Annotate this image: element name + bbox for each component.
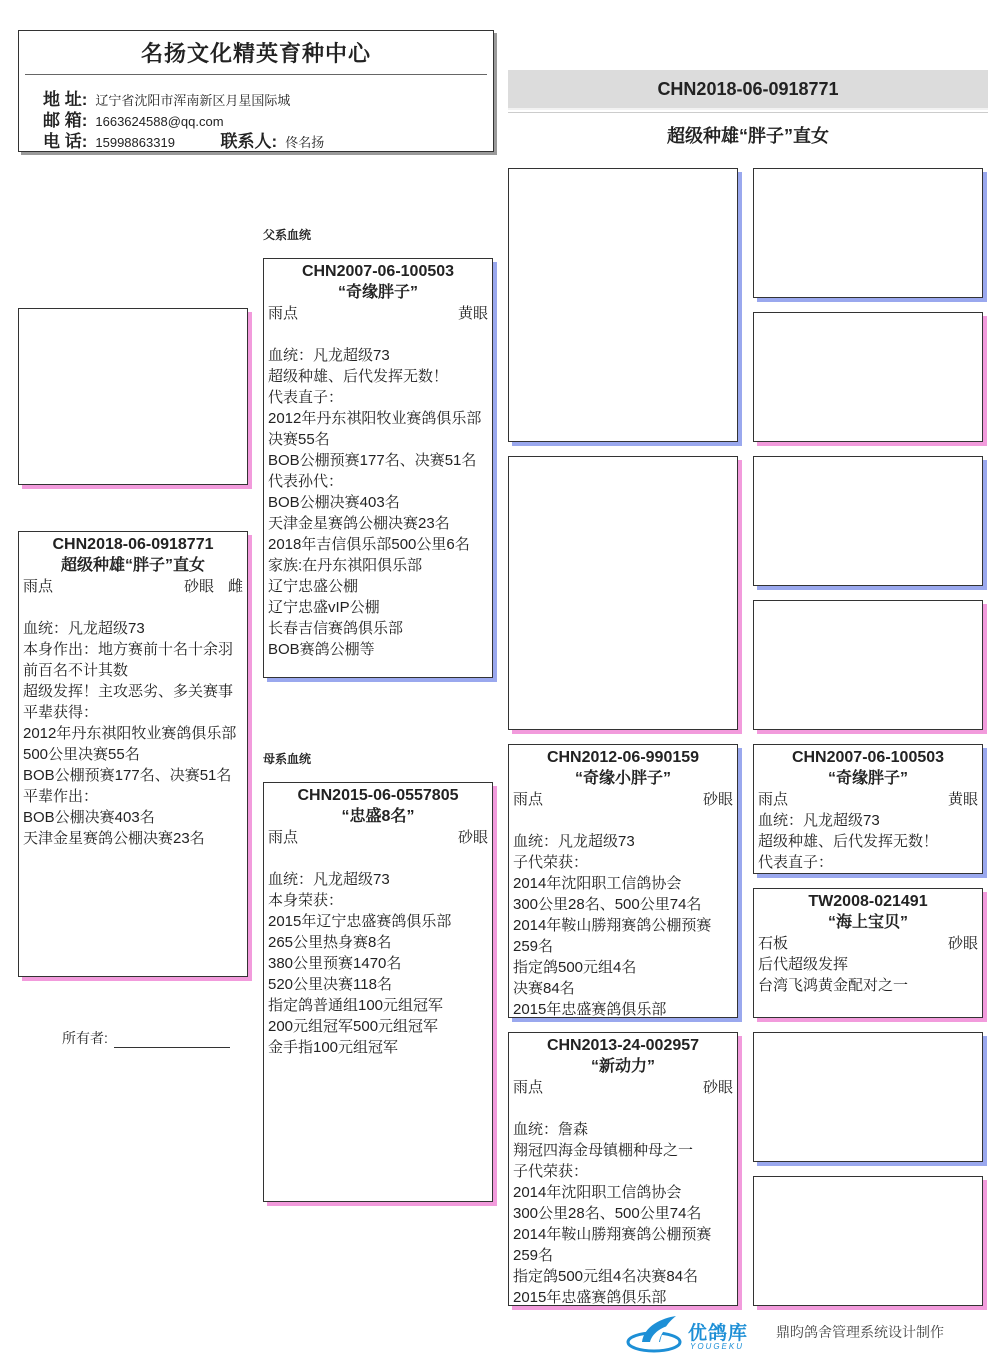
pedigree-card-sire-sire [508, 168, 738, 442]
bird-notes [19, 597, 247, 849]
note-line [513, 1098, 733, 1119]
note-line: 后代超级发挥 [758, 956, 849, 973]
pedigree-card-dam [263, 782, 493, 1202]
pedigree-card-dam-sire [508, 744, 738, 1018]
note-line: 家族:在丹东祺阳俱乐部 [268, 557, 423, 574]
ring-number: CHN2015-06-0557805 [297, 787, 459, 804]
footer-credit: 鼎昀鸽舍管理系统设计制作 [776, 1324, 944, 1340]
note-line: 决赛84名 [513, 980, 575, 997]
bird-color: 雨点 [268, 305, 299, 322]
note-line [513, 810, 733, 831]
note-line: 2018年吉信俱乐部500公里6名 [268, 536, 470, 553]
note-line: 代表直子： [758, 854, 834, 871]
ring-number: CHN2013-24-002957 [546, 1037, 700, 1054]
note-line: 2015年忠盛赛鸽俱乐部 [513, 1289, 667, 1306]
note-line: 超级发挥！主攻恶劣、多关赛事 [23, 683, 234, 700]
note-line: 380公里预赛1470名 [268, 955, 402, 972]
bird-name: “新动力” [590, 1058, 655, 1075]
note-line: 平辈作出： [23, 788, 99, 805]
bird-eye: 砂眼 [702, 1079, 733, 1096]
note-line: 500公里决赛55名 [23, 746, 140, 763]
note-line: 265公里热身赛8名 [268, 934, 392, 951]
bird-name: “奇缘小胖子” [574, 770, 671, 787]
ring-number: CHN2012-06-990159 [546, 749, 700, 766]
note-line: 200元组冠军500元组冠军 [268, 1018, 439, 1035]
bird-name: “奇缘胖子” [827, 770, 908, 787]
note-line: 子代荣获： [513, 854, 589, 871]
address-label: 地 址: [43, 90, 88, 109]
note-line: 2014年鞍山勝翔赛鸽公棚预赛259名 [513, 917, 712, 955]
pedigree-card-great-grandparent [753, 600, 983, 730]
note-line: 300公里28名、500公里74名 [513, 1205, 702, 1222]
bird-notes [509, 810, 737, 1018]
contact-label: 联系人: [220, 132, 278, 151]
loft-name: 名扬文化精英育种中心 [140, 41, 371, 66]
note-line: BOB公棚预赛177名、决赛51名 [268, 452, 477, 469]
note-line: 指定鸽500元组4名 [513, 959, 637, 976]
note-line: 2012年丹东祺阳牧业赛鸽俱乐部决赛55名 [268, 410, 482, 448]
bird-name: 超级种雄“胖子”直女 [60, 557, 205, 574]
note-line: BOB公棚预赛177名、决赛51名 [23, 767, 232, 784]
note-line: 长春吉信赛鸽俱乐部 [268, 620, 404, 637]
bird-attributes [754, 933, 982, 954]
note-line: 血统：凡龙超级73 [758, 812, 880, 829]
subject-name: 超级种雄“胖子”直女 [667, 126, 829, 146]
email-value: 1663624588@qq.com [95, 114, 224, 129]
note-line: 血统：詹森 [513, 1121, 589, 1138]
pedigree-card-great-grandparent [753, 456, 983, 586]
phone-label: 电 话: [43, 132, 88, 151]
note-line: 2015年辽宁忠盛赛鸽俱乐部 [268, 913, 452, 930]
pedigree-card-great-grandparent [753, 1032, 983, 1162]
sire-line-label: 父系血统 [263, 228, 312, 242]
note-line: 血统：凡龙超级73 [23, 620, 145, 637]
pedigree-card-sire-dam [508, 456, 738, 730]
note-line: 2012年丹东祺阳牧业赛鸽俱乐部 [23, 725, 237, 742]
pedigree-card-great-grandparent [753, 312, 983, 442]
note-line: 超级种雄、后代发挥无数！ [758, 833, 939, 850]
note-line: 子代荣获： [513, 1163, 589, 1180]
bird-name: “奇缘胖子” [337, 284, 418, 301]
note-line: 2014年沈阳职工信鸽协会 [513, 875, 682, 892]
note-line: 金手指100元组冠军 [268, 1039, 399, 1056]
note-line: 2015年忠盛赛鸽俱乐部 [513, 1001, 667, 1018]
note-line: 300公里28名、500公里74名 [513, 896, 702, 913]
bird-eye: 砂眼 [183, 578, 214, 595]
note-line: 天津金星赛鸽公棚决赛23名 [23, 830, 205, 847]
ring-number: CHN2007-06-100503 [791, 749, 945, 766]
bird-color: 石板 [758, 935, 789, 952]
note-line: 翔冠四海金母镇棚种母之一 [513, 1142, 694, 1159]
ring-number: CHN2018-06-0918771 [52, 536, 214, 553]
note-line: 辽宁忠盛公棚 [268, 578, 359, 595]
note-line: 血统：凡龙超级73 [513, 833, 635, 850]
note-line: BOB公棚决赛403名 [23, 809, 155, 826]
bird-name: “海上宝贝” [827, 914, 908, 931]
dam-line-label: 母系血统 [263, 752, 312, 766]
bird-eye: 砂眼 [702, 791, 733, 808]
bird-attributes [509, 1077, 737, 1098]
bird-eye: 砂眼 [947, 935, 978, 952]
owner-label: 所有者: [62, 1030, 108, 1046]
note-line: 2014年沈阳职工信鸽协会 [513, 1184, 682, 1201]
note-line: BOB公棚决赛403名 [268, 494, 400, 511]
bird-eye: 黄眼 [947, 791, 978, 808]
pedigree-card-dam-sire-dam [753, 888, 983, 1018]
brand-logo-text: 优鸽库 [688, 1323, 749, 1344]
bird-name: “忠盛8名” [341, 808, 415, 825]
brand-logo-icon [622, 1312, 686, 1356]
note-line: 代表直子： [268, 389, 344, 406]
bird-notes [264, 324, 492, 660]
bird-color: 雨点 [758, 791, 789, 808]
brand-logo-subtext: YOUGEKU [690, 1342, 745, 1351]
bird-sex: 雌 [227, 578, 243, 595]
note-line: 本身作出：地方赛前十名十余羽前百名不计其数 [23, 641, 234, 679]
bird-attributes [264, 827, 492, 848]
bird-notes [754, 810, 982, 873]
loft-info-card [18, 30, 494, 152]
bird-attributes [19, 576, 247, 597]
bird-eye: 砂眼 [457, 829, 488, 846]
phone-value: 15998863319 [95, 135, 175, 150]
note-line: 血统：凡龙超级73 [268, 347, 390, 364]
note-line: 本身荣获： [268, 892, 344, 909]
bird-attributes [509, 789, 737, 810]
photo-box [18, 308, 248, 485]
ring-number: CHN2007-06-100503 [301, 263, 455, 280]
bird-notes [509, 1098, 737, 1306]
note-line: 指定鸽普通组100元组冠军 [268, 997, 444, 1014]
note-line: 平辈获得： [23, 704, 99, 721]
pedigree-card-dam-sire-sire [753, 744, 983, 874]
bird-color: 雨点 [513, 791, 544, 808]
contact-value: 佟名扬 [285, 135, 325, 150]
bird-color: 雨点 [268, 829, 299, 846]
ring-number: TW2008-021491 [808, 893, 928, 910]
pedigree-card-sire [263, 258, 493, 678]
note-line: BOB赛鸽公棚等 [268, 641, 375, 658]
note-line: 辽宁忠盛vIP公棚 [268, 599, 380, 616]
note-line: 台湾飞鸿黄金配对之一 [758, 977, 909, 994]
bird-color: 雨点 [513, 1079, 544, 1096]
note-line: 天津金星赛鸽公棚决赛23名 [268, 515, 450, 532]
bird-eye: 黄眼 [457, 305, 488, 322]
bird-attributes [754, 789, 982, 810]
owner-signature-line [114, 1033, 230, 1048]
note-line: 血统：凡龙超级73 [268, 871, 390, 888]
note-line [268, 324, 488, 345]
subject-ring-bar: CHN2018-06-0918771 [508, 70, 988, 110]
email-label: 邮 箱: [43, 111, 88, 130]
note-line: 520公里决赛118名 [268, 976, 392, 993]
pedigree-card-great-grandparent [753, 168, 983, 298]
bird-attributes [264, 303, 492, 324]
note-line [268, 848, 488, 869]
note-line: 2014年鞍山勝翔赛鸽公棚预赛259名 [513, 1226, 712, 1264]
header-divider [25, 74, 487, 75]
bird-color: 雨点 [23, 578, 54, 595]
address-value: 辽宁省沈阳市浑南新区月星国际城 [95, 93, 291, 108]
pedigree-card-dam-dam [508, 1032, 738, 1306]
note-line: 代表孙代： [268, 473, 344, 490]
subject-divider [508, 112, 988, 113]
pedigree-card-self [18, 531, 248, 977]
pedigree-card-great-grandparent [753, 1176, 983, 1306]
phone-row [43, 127, 324, 152]
bird-notes [754, 954, 982, 996]
bird-notes [264, 848, 492, 1058]
note-line [23, 597, 243, 618]
owner-field [62, 1028, 230, 1048]
note-line: 超级种雄、后代发挥无数！ [268, 368, 449, 385]
note-line: 指定鸽500元组4名决赛84名 [513, 1268, 699, 1285]
